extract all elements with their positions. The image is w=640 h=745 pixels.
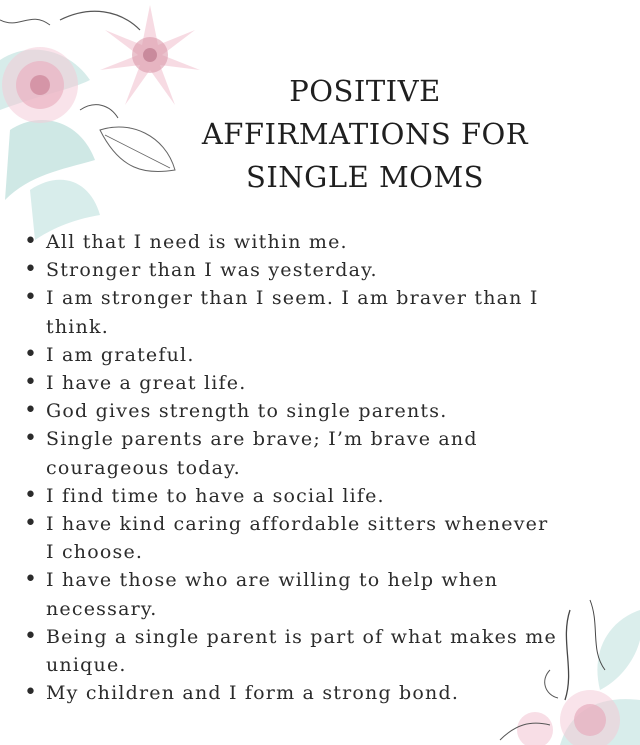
list-item: • I am stronger than I seem. I am braver than I think.: [22, 284, 562, 340]
title-line-3: SINGLE MOMS: [245, 160, 485, 194]
list-item: • God gives strength to single parents.: [22, 397, 562, 425]
list-item: • My children and I form a strong bond.: [22, 679, 562, 707]
list-item: • All that I need is within me.: [22, 228, 562, 256]
title-line-2: AFFIRMATIONS FOR: [201, 117, 529, 151]
list-item: • Being a single parent is part of what makes me unique.: [22, 623, 562, 679]
list-item: • I am grateful.: [22, 341, 562, 369]
list-item: • Stronger than I was yesterday.: [22, 256, 562, 284]
list-item: • Single parents are brave; I’m brave and courageous today.: [22, 425, 562, 481]
affirmations-list: [22, 228, 562, 707]
page-title: [175, 70, 555, 199]
list-item: • I have a great life.: [22, 369, 562, 397]
list-item: • I have those who are willing to help when necessary.: [22, 566, 562, 622]
list-item: • I find time to have a social life.: [22, 482, 562, 510]
list-item: • I have kind caring affordable sitters whenever I choose.: [22, 510, 562, 566]
title-line-1: POSITIVE: [289, 74, 441, 108]
